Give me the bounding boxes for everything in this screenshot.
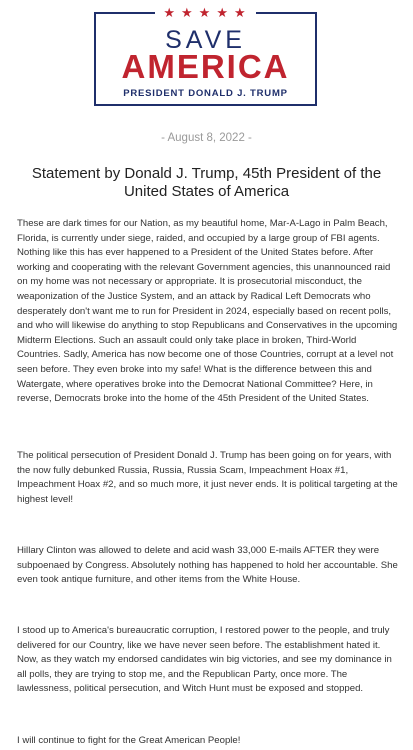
stars-icon: ★★★★★ — [96, 5, 315, 21]
save-america-logo — [94, 5, 317, 106]
statement-paragraph: Hillary Clinton was allowed to delete and acid wash 33,000 E-mails AFTER they were subpoenaed by Congress. Absolutely nothing has happened to hold her accountable. She even took antique furniture, and other items from the White House. — [17, 545, 398, 586]
logo-save-text: SAVE — [165, 26, 246, 54]
statement-title: Statement by Donald J. Trump, 45th President of the United States of America — [31, 165, 382, 200]
statement-date: - August 8, 2022 - — [161, 132, 252, 144]
statement-paragraph: The political persecution of President Donald J. Trump has been going on for years, with the now fully debunked Russia, Russia, Russia Scam, Impeachment Hoax #1, Impeachment Hoax #2, and so much more, it just never ends. It is political targeting at the highest level! — [17, 450, 398, 505]
statement-paragraph: These are dark times for our Nation, as my beautiful home, Mar-A-Lago in Palm Beach, Florida, is currently under siege, raided, and occupied by a large group of FBI agents. Nothing like this has ever happened to a President of the United States before. After working and cooperating with the relevant Government agencies, this unannounced raid on my home was not necessary or appropriate. It is prosecutorial misconduct, the weaponization of the Justice System, and an attack by Radical Left Democrats who desperately don't want me to run for President in 2024, especially based on recent polls, and who will likewise do anything to stop Republicans and Conservatives in the upcoming Midterm Elections. Such an assault could only take place in broken, Third-World Countries. Sadly, America has now become one of those Countries, corrupt at a level not seen before. They even broke into my safe! What is the difference between this and Watergate, where operatives broke into the Democrat National Committee? Here, in reverse, Democrats broke into the home of the 45th President of the United States. — [17, 218, 398, 405]
statement-paragraph: I will continue to fight for the Great American People! — [17, 735, 241, 746]
logo-america-text: AMERICA — [121, 48, 290, 85]
statement-paragraph: I stood up to America's bureaucratic corruption, I restored power to the people, and truly delivered for our Country, like we have never seen before. The establishment hated it. Now, as they watch my endorsed candidates win big victories, and see my dominance in all polls, they are trying to stop me, and the Republican Party, once more. The lawlessness, political persecution, and Witch Hunt must be exposed and stopped. — [17, 625, 392, 695]
logo-tagline: PRESIDENT DONALD J. TRUMP — [123, 88, 288, 99]
